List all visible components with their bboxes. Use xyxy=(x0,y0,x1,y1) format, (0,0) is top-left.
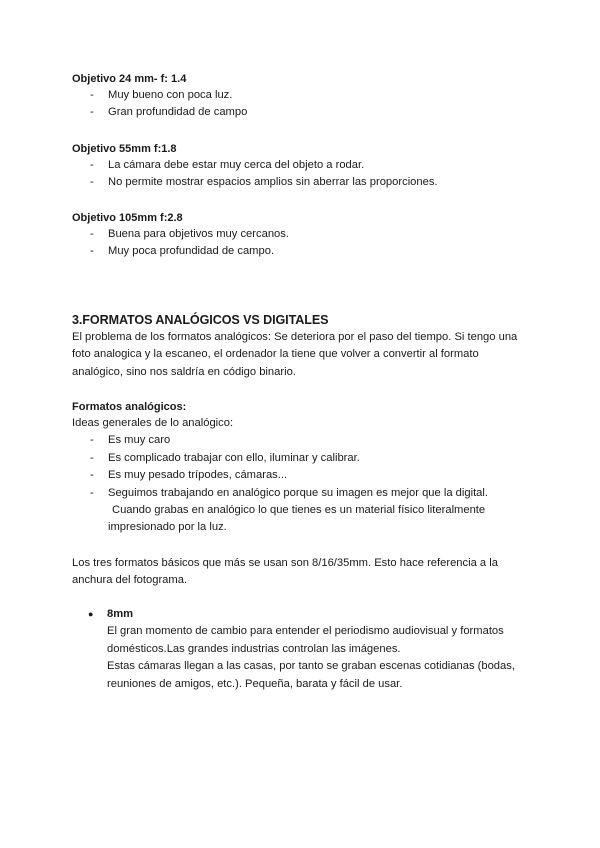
list-item: - Muy poca profundidad de campo. xyxy=(90,245,275,258)
analog-formats-section xyxy=(72,399,532,537)
list-item: - Muy bueno con poca luz. xyxy=(90,89,233,101)
paragraph-line: Los tres formatos básicos que más se usan son 8/16/35mm. Esto hace referencia a la xyxy=(72,557,498,569)
lens-title: Objetivo 55mm f:1.8 xyxy=(72,143,177,155)
list-item: - No permite mostrar espacios amplios sin aberrar las proporciones. xyxy=(90,176,438,189)
list-item: - Seguimos trabajando en analógico porque su imagen es mejor que la digital. Cuando grabas en analógico lo que tienes es un material físico literalmente impresionado por la luz. xyxy=(90,486,488,534)
paragraph-line: foto analogica y la escaneo, el ordenador la tiene que volver a convertir al formato xyxy=(72,348,479,361)
paragraph-line: analógico, sino nos saldría en código binario. xyxy=(72,365,296,378)
list-item: - La cámara debe estar muy cerca del objeto a rodar. xyxy=(90,159,365,171)
bullet-title: 8mm xyxy=(107,608,134,620)
lens-section-24mm xyxy=(72,71,532,122)
paragraph-line: anchura del fotograma. xyxy=(72,574,188,587)
lens-section-105mm xyxy=(72,210,532,261)
paragraph-line: El gran momento de cambio para entender el periodismo audiovisual y formatos xyxy=(107,625,504,638)
list-item: - Es muy caro xyxy=(90,434,171,447)
list-item: - Es muy pesado trípodes, cámaras... xyxy=(90,469,288,482)
section-formats xyxy=(72,312,532,381)
lens-title: Objetivo 24 mm- f: 1.4 xyxy=(72,73,187,85)
list-item: - Es complicado trabajar con ello, iluminar y calibrar. xyxy=(90,451,360,464)
list-item: - Buena para objetivos muy cercanos. xyxy=(90,228,289,240)
bullet-8mm xyxy=(90,606,530,693)
paragraph-line: Ideas generales de lo analógico: xyxy=(72,417,234,429)
paragraph-line: El problema de los formatos analógicos: Se deteriora por el paso del tiempo. Si tengo una xyxy=(72,331,518,343)
lens-section-55mm xyxy=(72,141,532,192)
subsection-heading: Formatos analógicos: xyxy=(72,401,187,413)
list-item: - Gran profundidad de campo xyxy=(90,106,248,119)
bullet-icon: ● xyxy=(88,609,94,619)
section-heading: 3.FORMATOS ANALÓGICOS VS DIGITALES xyxy=(72,313,329,327)
lens-title: Objetivo 105mm f:2.8 xyxy=(72,212,183,224)
paragraph-line: domésticos.Las grandes industrias controlan las imágenes. xyxy=(107,642,401,655)
formats-paragraph xyxy=(72,555,532,590)
paragraph-line: reuniones de amigos, etc.). Pequeña, barata y fácil de usar. xyxy=(107,677,403,690)
paragraph-line: Estas cámaras llegan a las casas, por tanto se graban escenas cotidianas (bodas, xyxy=(107,660,515,673)
